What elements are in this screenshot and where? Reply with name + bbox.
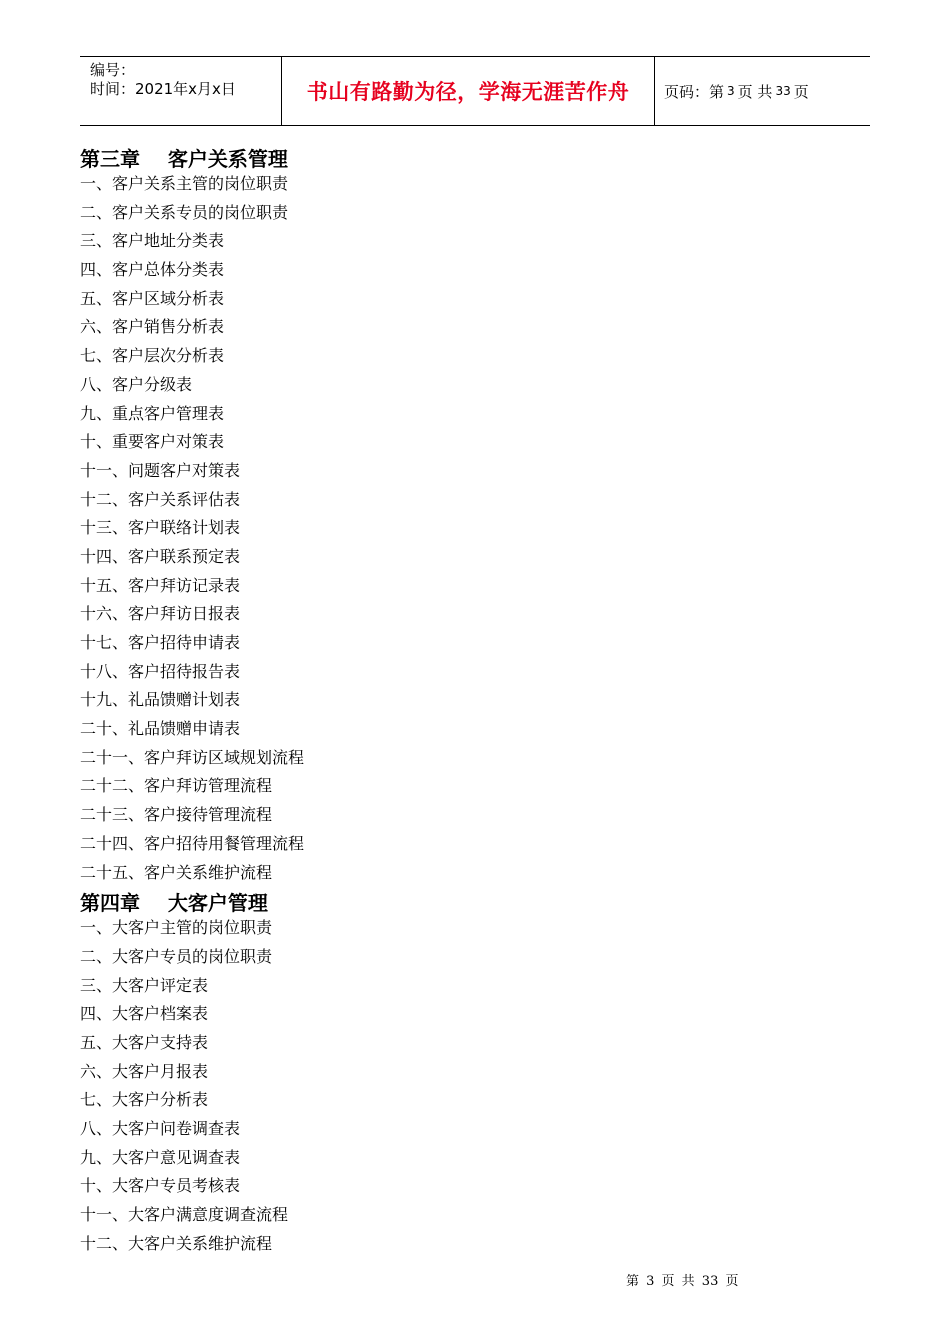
- list-item: 八、大客户问卷调查表: [80, 1119, 241, 1138]
- chapter-item-list: [80, 173, 870, 890]
- list-item: 十九、礼品馈赠计划表: [80, 690, 241, 710]
- list-item: 七、客户层次分析表: [80, 346, 225, 366]
- document-body: [80, 146, 870, 1261]
- chapter-3: [80, 146, 870, 890]
- list-item: 三、客户地址分类表: [80, 231, 225, 251]
- chapter-4: [80, 890, 870, 1261]
- chapter-item-list: [80, 917, 870, 1261]
- list-item: 一、客户关系主管的岗位职责: [80, 174, 289, 193]
- list-item: 十二、大客户关系维护流程: [80, 1233, 273, 1253]
- list-item: 十六、客户拜访日报表: [80, 604, 241, 624]
- list-item: 二、大客户专员的岗位职责: [80, 946, 273, 966]
- list-item: 十、重要客户对策表: [80, 432, 225, 452]
- list-item: 二十、礼品馈赠申请表: [80, 719, 241, 739]
- list-item: 一、大客户主管的岗位职责: [80, 918, 273, 938]
- page-header: [80, 56, 870, 126]
- list-item: 十四、客户联系预定表: [80, 546, 241, 566]
- list-item: 八、客户分级表: [80, 374, 193, 394]
- list-item: 六、大客户月报表: [80, 1061, 209, 1081]
- list-item: 九、大客户意见调查表: [80, 1147, 241, 1167]
- list-item: 二十一、客户拜访区域规划流程: [80, 747, 305, 767]
- list-item: 二十三、客户接待管理流程: [80, 805, 273, 825]
- list-item: 四、客户总体分类表: [80, 260, 225, 280]
- list-item: 十、大客户专员考核表: [80, 1176, 241, 1196]
- list-item: 十一、大客户满意度调查流程: [80, 1205, 289, 1225]
- list-item: 十二、客户关系评估表: [80, 489, 241, 509]
- number-label: 编号：: [90, 61, 136, 79]
- time-label: 时间：2021年x月x日: [90, 80, 236, 98]
- list-item: 二、客户关系专员的岗位职责: [80, 202, 289, 222]
- list-item: 二十五、客户关系维护流程: [80, 862, 273, 882]
- chapter-title: 第三章 客户关系管理: [80, 147, 288, 171]
- page-number: 3: [727, 84, 735, 98]
- header-meta: [80, 57, 282, 125]
- list-item: 三、大客户评定表: [80, 975, 209, 995]
- list-item: 二十二、客户拜访管理流程: [80, 776, 273, 796]
- list-item: 十一、问题客户对策表: [80, 460, 241, 480]
- motto: 书山有路勤为径，学海无涯苦作舟: [282, 57, 655, 125]
- list-item: 十七、客户招待申请表: [80, 633, 241, 652]
- list-item: 六、客户销售分析表: [80, 317, 225, 337]
- page-mid: 页 共: [737, 82, 773, 101]
- page-suffix: 页: [793, 82, 809, 101]
- page-footer: 第 3 页 共 33 页: [626, 1274, 739, 1289]
- list-item: 七、大客户分析表: [80, 1090, 209, 1110]
- list-item: 九、重点客户管理表: [80, 403, 225, 423]
- list-item: 十三、客户联络计划表: [80, 518, 241, 538]
- list-item: 十八、客户招待报告表: [80, 661, 241, 681]
- list-item: 五、大客户支持表: [80, 1032, 209, 1052]
- list-item: 二十四、客户招待用餐管理流程: [80, 833, 305, 853]
- chapter-title: 第四章 大客户管理: [80, 891, 268, 916]
- list-item: 四、大客户档案表: [80, 1004, 209, 1024]
- list-item: 五、客户区域分析表: [80, 288, 225, 308]
- page-indicator: [655, 57, 870, 125]
- list-item: 十五、客户拜访记录表: [80, 575, 241, 595]
- page-prefix: 页码：第: [664, 82, 725, 101]
- total-pages: 33: [775, 84, 791, 98]
